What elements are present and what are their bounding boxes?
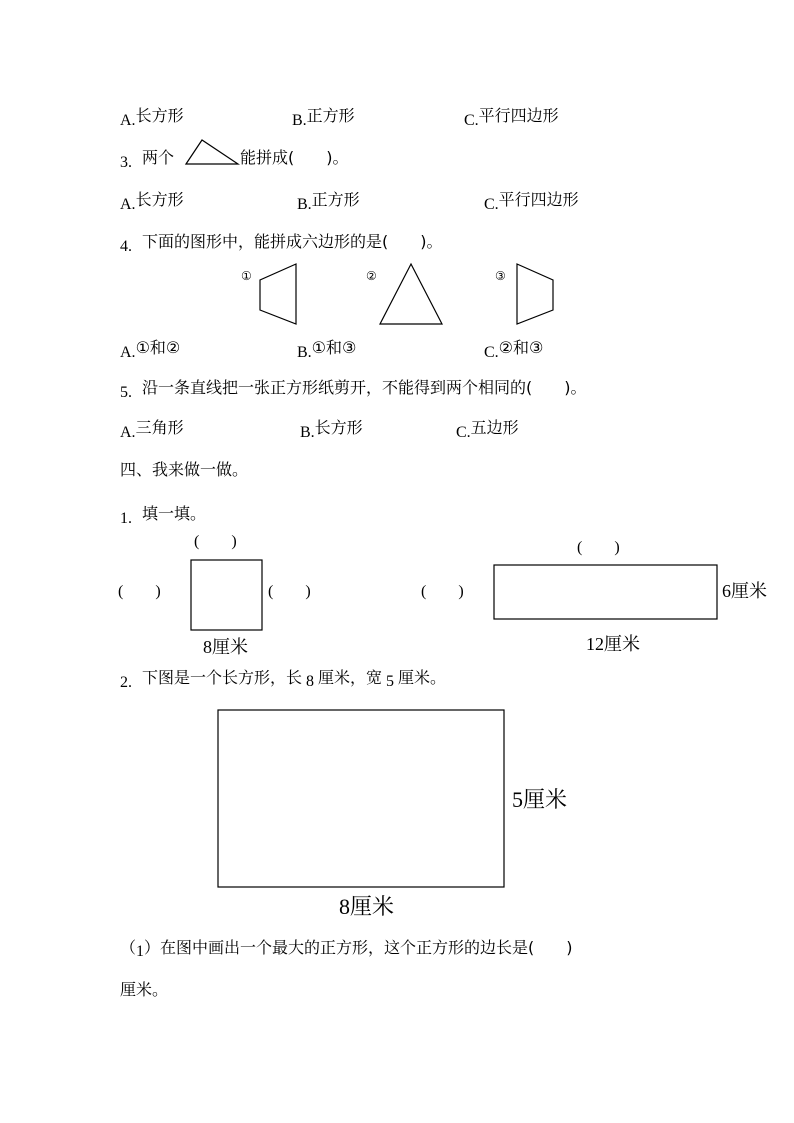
question-3-tail: 能拼成( )。 bbox=[240, 148, 349, 167]
square-shape bbox=[191, 560, 262, 630]
option-a[interactable]: A.三角形 bbox=[120, 418, 184, 441]
rect-left-blank[interactable]: ( ) bbox=[421, 583, 464, 600]
sub-question-1: （1）在图中画出一个最大的正方形，这个正方形的边长是( ) bbox=[120, 938, 573, 960]
trapezoid-shape bbox=[517, 264, 553, 324]
square-right-blank[interactable]: ( ) bbox=[268, 583, 311, 600]
option-b[interactable]: B.正方形 bbox=[297, 190, 360, 213]
option-c[interactable]: C.②和③ bbox=[484, 338, 544, 361]
section4-question-2: 2. 下图是一个长方形，长 8 厘米，宽 5 厘米。 bbox=[120, 668, 447, 691]
figure-label-2: ② bbox=[366, 269, 377, 283]
triangle-shape bbox=[380, 264, 442, 324]
figure-label-3: ③ bbox=[495, 269, 506, 283]
trapezoid-figure-3 bbox=[513, 262, 557, 328]
rectangle-shape bbox=[494, 565, 717, 619]
option-a[interactable]: A.长方形 bbox=[120, 106, 184, 129]
section-title: 四、我来做一做。 bbox=[120, 460, 249, 479]
option-c[interactable]: C.平行四边形 bbox=[464, 106, 559, 129]
option-a[interactable]: A.长方形 bbox=[120, 190, 184, 213]
large-rectangle-shape bbox=[218, 710, 504, 887]
option-c[interactable]: C.五边形 bbox=[456, 418, 519, 441]
rect-bottom-label: 12厘米 bbox=[586, 634, 640, 654]
option-a[interactable]: A.①和② bbox=[120, 338, 181, 361]
trapezoid-figure-1 bbox=[256, 262, 300, 328]
rect-right-label: 6厘米 bbox=[722, 581, 767, 601]
rectangle-figure bbox=[493, 564, 719, 621]
sub-question-1-tail: 厘米。 bbox=[120, 980, 169, 999]
square-bottom-label: 8厘米 bbox=[203, 637, 248, 657]
large-rect-bottom-label: 8厘米 bbox=[339, 894, 395, 919]
answer-blank[interactable]: ( ) bbox=[382, 232, 427, 251]
triangle-shape bbox=[186, 140, 238, 164]
section4-question-1: 1. 填一填。 bbox=[120, 504, 207, 527]
rect-top-blank[interactable]: ( ) bbox=[577, 539, 620, 556]
option-b[interactable]: B.长方形 bbox=[300, 418, 363, 441]
trapezoid-shape bbox=[260, 264, 296, 324]
option-b[interactable]: B.①和③ bbox=[297, 338, 357, 361]
answer-blank[interactable]: ( ) bbox=[528, 938, 573, 957]
large-rect-right-label: 5厘米 bbox=[512, 787, 568, 812]
figure-label-1: ① bbox=[241, 269, 252, 283]
square-top-blank[interactable]: ( ) bbox=[194, 533, 237, 550]
question-4: 4. 下面的图形中，能拼成六边形的是( )。 bbox=[120, 232, 443, 255]
square-figure bbox=[190, 559, 264, 631]
obtuse-triangle-figure bbox=[184, 138, 240, 168]
answer-blank[interactable]: ( ) bbox=[526, 378, 571, 397]
question-3: 3. 两个 bbox=[120, 148, 175, 171]
option-b[interactable]: B.正方形 bbox=[292, 106, 355, 129]
square-left-blank[interactable]: ( ) bbox=[118, 583, 161, 600]
option-c[interactable]: C.平行四边形 bbox=[484, 190, 579, 213]
triangle-figure-2 bbox=[376, 262, 446, 328]
question-5: 5. 沿一条直线把一张正方形纸剪开，不能得到两个相同的( )。 bbox=[120, 378, 587, 401]
large-rectangle-figure bbox=[217, 709, 506, 889]
answer-blank[interactable]: ( ) bbox=[288, 148, 333, 167]
